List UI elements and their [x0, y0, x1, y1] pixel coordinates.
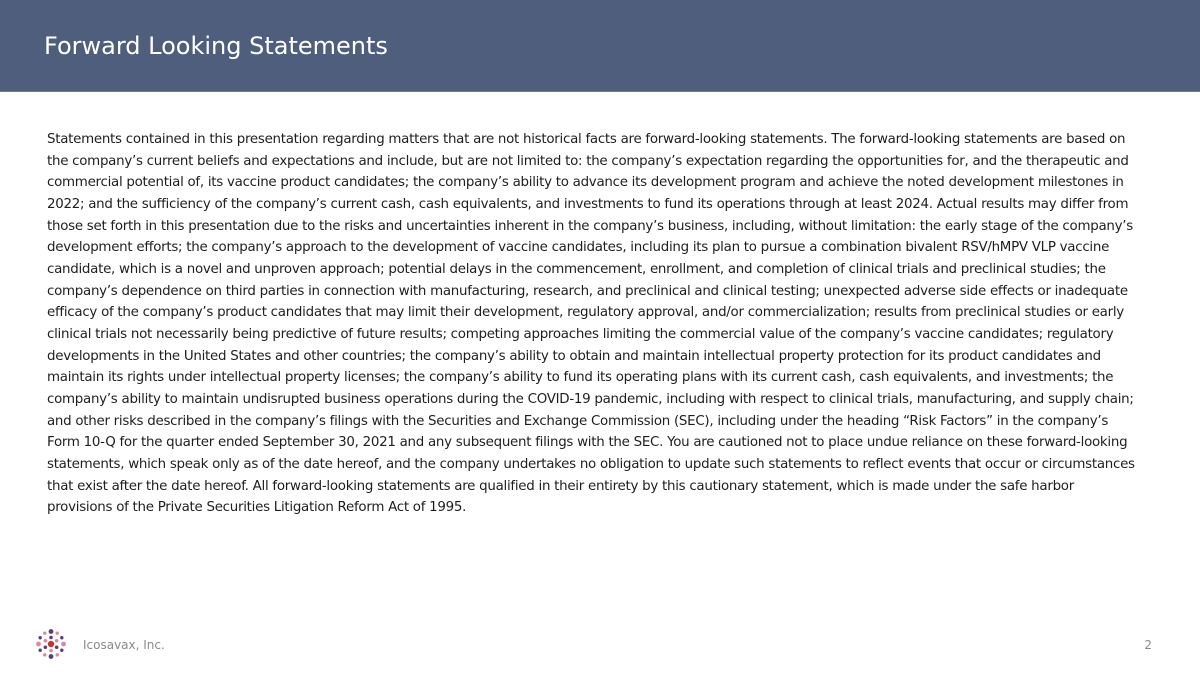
- title-bar: [0, 0, 1200, 92]
- slide-title: Forward Looking Statements: [44, 32, 388, 60]
- page-number: 2: [1144, 638, 1152, 652]
- forward-looking-statement-text: Statements contained in this presentation regarding matters that are not historical facts are forward-looking statements. The forward-looking statements are based on the company’s current beliefs and expectations and include, but are not limited to: the company’s expectation regarding the opportunities for, and the therapeutic and commercial potential of, its vaccine product candidates; the company’s ability to advance its development program and achieve the noted development milestones in 2022; and the sufficiency of the company’s current cash, cash equivalents, and investments to fund its operations through at least 2024. Actual results may differ from those set forth in this presentation due to the risks and uncertainties inherent in the company’s business, including, without limitation: the early stage of the company’s development efforts; the company’s approach to the development of vaccine candidates, including its plan to pursue a combination bivalent RSV/hMPV VLP vaccine candidate, which is a novel and unproven approach; potential delays in the commencement, enrollment, and completion of clinical trials and preclinical studies; the company’s dependence on third parties in connection with manufacturing, research, and preclinical and clinical testing; unexpected adverse side effects or inadequate efficacy of the company’s product candidates that may limit their development, regulatory approval, and/or commercialization; results from preclinical studies or early clinical trials not necessarily being predictive of future results; competing approaches limiting the commercial value of the company’s vaccine candidates; regulatory developments in the United States and other countries; the company’s ability to obtain and maintain intellectual property protection for its product candidates and maintain its rights under intellectual property licenses; the company’s ability to fund its operating plans with its current cash, cash equivalents, and investments; the company’s ability to maintain undisrupted business operations during the COVID-19 pandemic, including with respect to clinical trials, manufacturing, and supply chain; and other risks described in the company’s filings with the Securities and Exchange Commission (SEC), including under the heading “Risk Factors” in the company’s Form 10-Q for the quarter ended September 30, 2021 and any subsequent filings with the SEC. You are cautioned not to place undue reliance on these forward-looking statements, which speak only as of the date hereof, and the company undertakes no obligation to update such statements to reflect events that occur or circumstances that exist after the date hereof. All forward-looking statements are qualified in their entirety by this cautionary statement, which is made under the safe harbor provisions of the Private Securities Litigation Reform Act of 1995.: [47, 132, 1135, 516]
- footer-company-name: Icosavax, Inc.: [83, 638, 165, 652]
- icosavax-logo-icon: [34, 627, 68, 661]
